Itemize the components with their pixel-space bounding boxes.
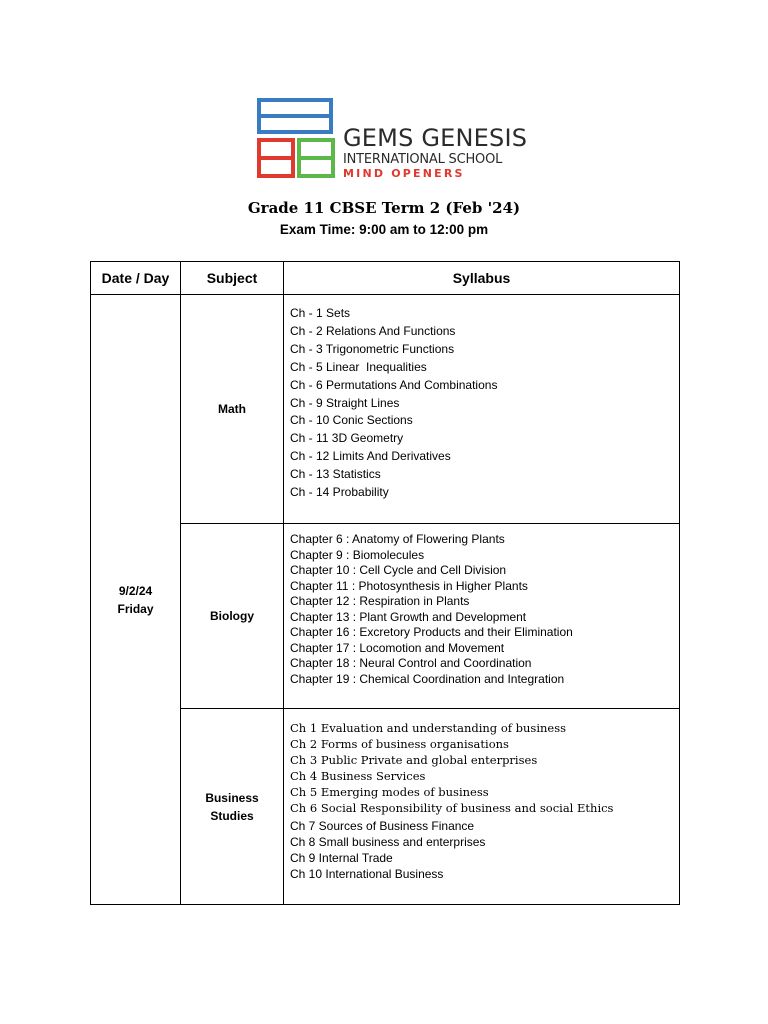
subject-name-line: Studies [210, 808, 254, 823]
syllabus-biology [284, 524, 680, 709]
list-item: Ch 8 Small business and enterprises [290, 835, 486, 849]
list-item: Ch 4 Business Services [290, 769, 426, 783]
list-item: Chapter 13 : Plant Growth and Development [290, 609, 527, 624]
list-item: Ch 5 Emerging modes of business [290, 785, 489, 799]
list-item: Chapter 9 : Biomolecules [290, 547, 425, 562]
list-item: Ch - 3 Trigonometric Functions [290, 341, 455, 356]
syllabus-math [284, 295, 680, 524]
list-item: Chapter 19 : Chemical Coordination and Integration [290, 671, 565, 686]
school-subtitle: INTERNATIONAL SCHOOL [343, 152, 503, 167]
subject-math: Math [181, 295, 284, 524]
list-item: Ch 1 Evaluation and understanding of business [290, 721, 567, 735]
list-item: Ch 3 Public Private and global enterprises [290, 753, 538, 767]
list-item: Ch - 9 Straight Lines [290, 395, 400, 410]
school-logo-mark [257, 98, 335, 180]
exam-schedule-table [90, 261, 680, 905]
syllabus-business-studies [284, 709, 680, 905]
list-item: Ch 9 Internal Trade [290, 851, 393, 865]
list-item: Ch - 12 Limits And Derivatives [290, 449, 451, 464]
table-header-row [91, 262, 680, 295]
list-item: Ch 6 Social Responsibility of business and social Ethics [290, 801, 614, 815]
subject-name-line: Business [205, 790, 259, 805]
school-logo [257, 98, 527, 182]
list-item: Ch - 6 Permutations And Combinations [290, 377, 498, 392]
list-item: Chapter 10 : Cell Cycle and Cell Division [290, 563, 507, 577]
school-name: GEMS GENESIS [343, 124, 528, 152]
list-item: Ch - 5 Linear Inequalities [290, 359, 427, 374]
column-header-date: Date / Day [91, 262, 181, 295]
list-item: Chapter 18 : Neural Control and Coordination [290, 656, 532, 670]
school-tagline: MIND OPENERS [343, 167, 465, 180]
list-item: Ch - 2 Relations And Functions [290, 323, 456, 338]
list-item: Chapter 6 : Anatomy of Flowering Plants [290, 532, 505, 546]
list-item: Ch - 11 3D Geometry [290, 431, 404, 446]
list-item: Chapter 12 : Respiration in Plants [290, 594, 470, 608]
list-item: Ch 10 International Business [290, 867, 444, 881]
list-item: Ch 7 Sources of Business Finance [290, 819, 475, 833]
list-item: Chapter 11 : Photosynthesis in Higher Plants [290, 578, 528, 593]
list-item: Ch - 13 Statistics [290, 467, 381, 482]
list-item: Ch - 1 Sets [290, 306, 351, 320]
exam-date: 9/2/24 [118, 583, 153, 598]
school-logo-text [343, 126, 527, 181]
list-item: Ch - 10 Conic Sections [290, 413, 413, 428]
exam-day: Friday [117, 601, 154, 616]
list-item: Chapter 16 : Excretory Products and their Elimination [290, 625, 573, 639]
list-item: Ch - 14 Probability [290, 485, 389, 500]
list-item: Ch 2 Forms of business organisations [290, 737, 509, 751]
table-row-math [91, 295, 680, 524]
date-day-cell [91, 295, 181, 905]
column-header-syllabus: Syllabus [284, 262, 680, 295]
subject-business-studies [181, 709, 284, 905]
column-header-subject: Subject [181, 262, 284, 295]
list-item: Chapter 17 : Locomotion and Movement [290, 640, 505, 655]
exam-time: Exam Time: 9:00 am to 12:00 pm [279, 222, 489, 237]
subject-biology: Biology [181, 524, 284, 709]
document-title: Grade 11 CBSE Term 2 (Feb '24) [247, 199, 521, 217]
